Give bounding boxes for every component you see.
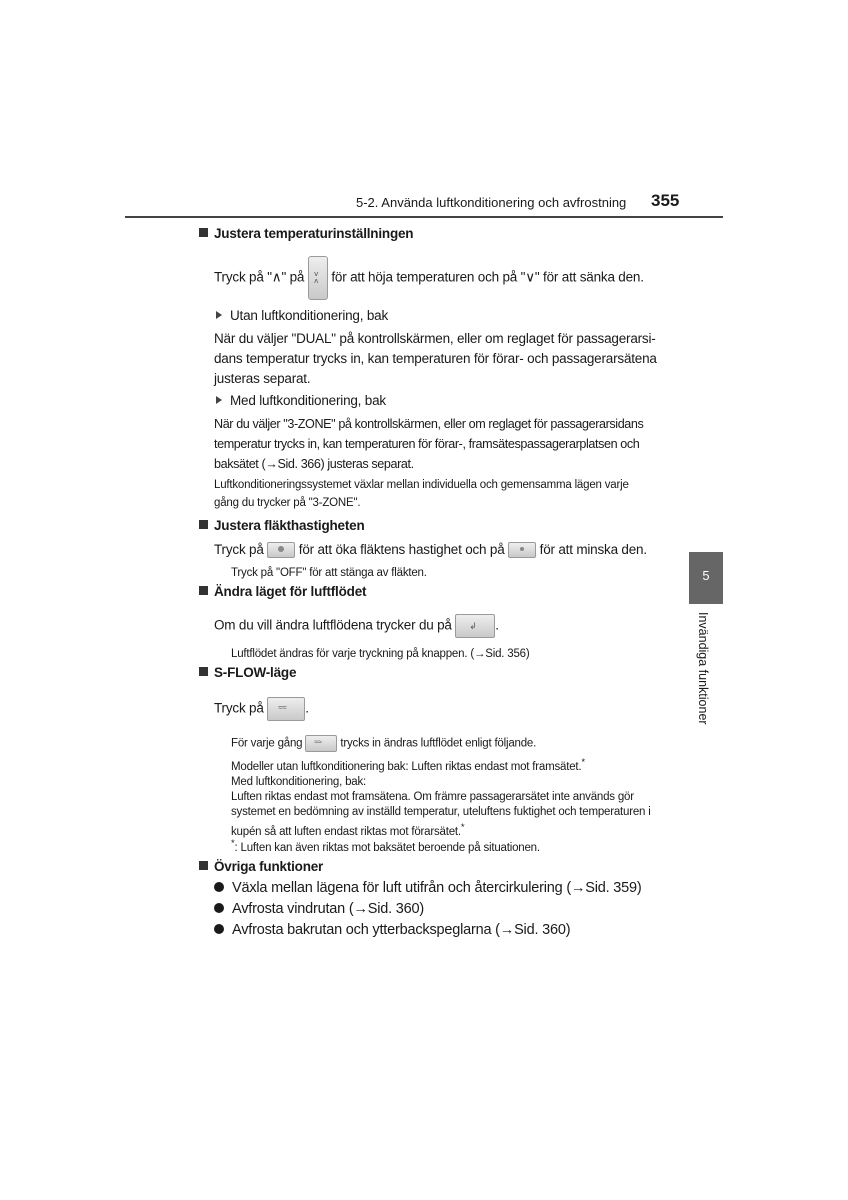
list-item: Avfrosta vindrutan (→Sid. 360) — [214, 899, 642, 920]
round-bullet-icon — [214, 882, 224, 892]
fan-increase-button-icon — [267, 542, 295, 558]
airflow-note: Luftflödet ändras för varje tryckning på knappen. (→Sid. 356) — [231, 648, 530, 660]
header-rule — [125, 216, 723, 218]
fan-decrease-button-icon — [508, 542, 536, 558]
text-without-rear-ac: När du väljer "DUAL" på kontrollskärmen, eller om reglaget för passagerarsi- dans temperatur trycks in, kan temperaturen för förar- och passagerarsätena justeras separat. — [214, 331, 657, 386]
s-flow-footnote: *: Luften kan även riktas mot baksätet beroende på situationen. — [231, 838, 540, 854]
fan-off-note: Tryck på "OFF" för att stänga av fläkten. — [231, 567, 427, 579]
square-bullet-icon — [199, 586, 208, 595]
heading-airflow: Ändra läget för luftflödet — [199, 584, 366, 599]
s-flow-instruction: Tryck på ≈≈ . — [214, 697, 309, 721]
square-bullet-icon — [199, 861, 208, 870]
square-bullet-icon — [199, 520, 208, 529]
subheading-with-rear-ac: Med luftkonditionering, bak — [216, 391, 386, 411]
airflow-instruction: Om du vill ändra luftflödena trycker du på ↲ . — [214, 614, 499, 638]
section-header: 5-2. Använda luftkonditionering och avfrostning — [356, 195, 627, 210]
heading-fan-speed: Justera fläkthastigheten — [199, 518, 365, 533]
heading-s-flow: S-FLOW-läge — [199, 665, 296, 680]
s-flow-button-icon: ≈≈ — [267, 697, 305, 721]
s-flow-model-notes: Modeller utan luftkonditionering bak: Luften riktas endast mot framsätet.* Med luftkonditionering, bak: Luften riktas endast mot framsätena. Om främre passagerarsätet inte används gör systemet en bedömning av inställd temperatur, uteluftens fuktighet och temperaturen i kupén så att luften endast riktas mot förarsätet.* — [231, 757, 651, 838]
round-bullet-icon — [214, 903, 224, 913]
fan-instruction: Tryck på för att öka fläktens hastighet och på för att minska den. — [214, 542, 647, 557]
list-item: Avfrosta bakrutan och ytterbackspeglarna (→Sid. 360) — [214, 920, 642, 941]
other-functions-list — [214, 878, 642, 941]
s-flow-button-small-icon: ≈≈ — [305, 735, 337, 752]
page-number: 355 — [651, 191, 680, 210]
subheading-without-rear-ac: Utan luftkonditionering, bak — [216, 306, 388, 326]
heading-other-functions: Övriga funktioner — [199, 859, 323, 874]
s-flow-note: För varje gång ≈≈ trycks in ändras luftflödet enligt följande. — [231, 735, 536, 752]
round-bullet-icon — [214, 924, 224, 934]
chapter-tab: 5 — [689, 552, 723, 604]
chapter-side-label: Invändiga funktioner — [696, 612, 710, 725]
list-item: Växla mellan lägena för luft utifrån och återcirkulering (→Sid. 359) — [214, 878, 642, 899]
heading-temperature: Justera temperaturinställningen — [199, 226, 413, 241]
temperature-up-down-button-icon: ˄ ˅ — [308, 256, 328, 300]
triangle-bullet-icon — [216, 396, 222, 404]
temp-instruction: Tryck på "∧" på ˄ ˅ för att höja temperaturen och på "∨" för att sänka den. — [214, 256, 644, 300]
triangle-bullet-icon — [216, 311, 222, 319]
square-bullet-icon — [199, 667, 208, 676]
note-3-zone: Luftkonditioneringssystemet växlar mellan individuella och gemensamma lägen varje gång du trycker på "3-ZONE". — [214, 479, 629, 509]
square-bullet-icon — [199, 228, 208, 237]
airflow-mode-button-icon: ↲ — [455, 614, 495, 638]
text-with-rear-ac: När du väljer "3-ZONE" på kontrollskärmen, eller om reglaget för passagerarsidans temperatur trycks in, kan temperaturen för förar-, framsätespassagerarplatsen och baksätet (→Sid. 366) justeras separat. — [214, 417, 644, 471]
